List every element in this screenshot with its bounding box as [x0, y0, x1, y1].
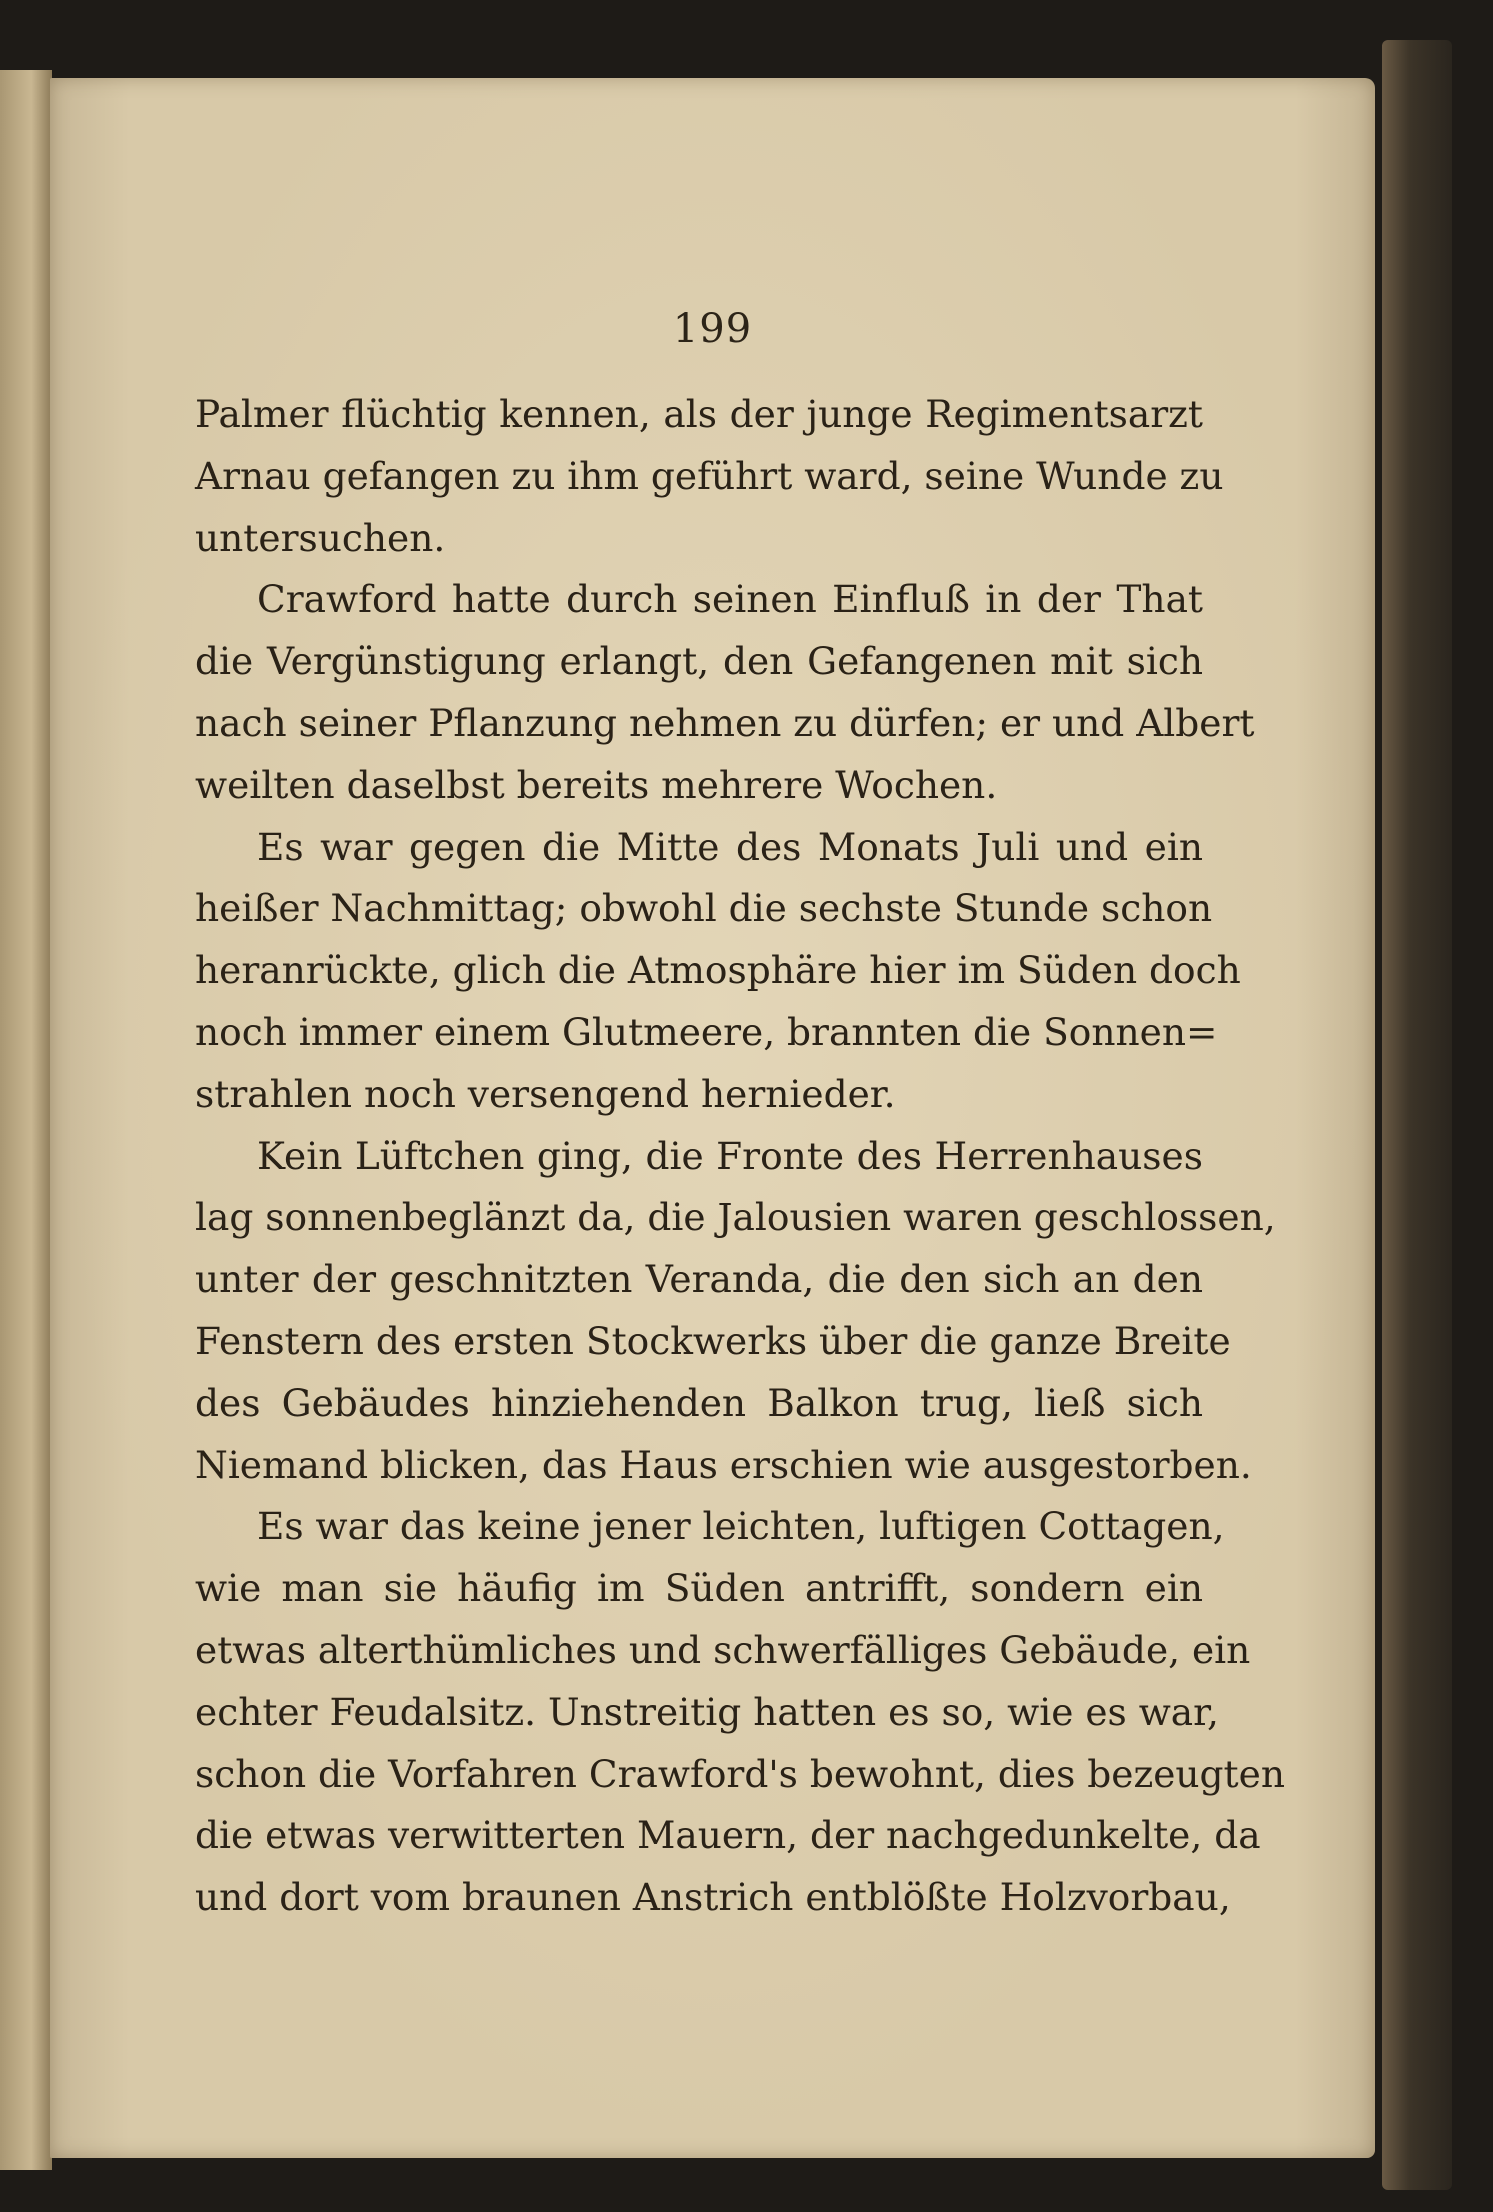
page-number: 199 [672, 306, 753, 352]
text-line: die etwas verwitterten Mauern, der nachgedunkelte, da [195, 1813, 1261, 1858]
text-line: Arnau gefangen zu ihm geführt ward, seine Wunde zu [195, 453, 1224, 498]
text-line: und dort vom braunen Anstrich entblößte Holzvorbau, [195, 1875, 1231, 1920]
page-text [195, 384, 1285, 1929]
text-line: noch immer einem Glutmeere, brannten die Sonnen= [195, 1009, 1218, 1054]
text-line: Es war gegen die Mitte des Monats Juli und ein [257, 824, 1203, 869]
text-line: Es war das keine jener leichten, luftigen Cottagen, [257, 1504, 1225, 1549]
left-page-edge [0, 70, 52, 2170]
text-line: wie man sie häufig im Süden antrifft, sondern ein [195, 1566, 1203, 1611]
book-cover-edge [1382, 40, 1452, 2190]
text-line: Palmer flüchtig kennen, als der junge Regimentsarzt [195, 392, 1203, 436]
text-line: echter Feudalsitz. Unstreitig hatten es so, wie es war, [195, 1689, 1219, 1734]
text-line: Crawford hatte durch seinen Einfluß in der That [257, 577, 1203, 622]
text-line: unter der geschnitzten Veranda, die den sich an den [195, 1257, 1203, 1302]
text-line: weilten daselbst bereits mehrere Wochen. [195, 762, 998, 807]
text-line: nach seiner Pflanzung nehmen zu dürfen; er und Albert [195, 700, 1255, 745]
text-line: strahlen noch versengend hernieder. [195, 1071, 896, 1116]
text-line: des Gebäudes hinziehenden Balkon trug, ließ sich [195, 1380, 1203, 1425]
text-line: heranrückte, glich die Atmosphäre hier im Süden doch [195, 948, 1241, 993]
text-line: Kein Lüftchen ging, die Fronte des Herrenhauses [257, 1133, 1203, 1178]
text-line: Fenstern des ersten Stockwerks über die ganze Breite [195, 1318, 1231, 1363]
text-line: die Vergünstigung erlangt, den Gefangenen mit sich [195, 639, 1203, 684]
text-line: etwas alterthümliches und schwerfälliges Gebäude, ein [195, 1627, 1251, 1672]
text-line: lag sonnenbeglänzt da, die Jalousien waren geschlossen, [195, 1195, 1276, 1240]
text-line: heißer Nachmittag; obwohl die sechste Stunde schon [195, 886, 1213, 931]
text-line: untersuchen. [195, 515, 446, 560]
text-line: Niemand blicken, das Haus erschien wie ausgestorben. [195, 1442, 1252, 1487]
text-line: schon die Vorfahren Crawford's bewohnt, dies bezeugten [195, 1751, 1285, 1796]
